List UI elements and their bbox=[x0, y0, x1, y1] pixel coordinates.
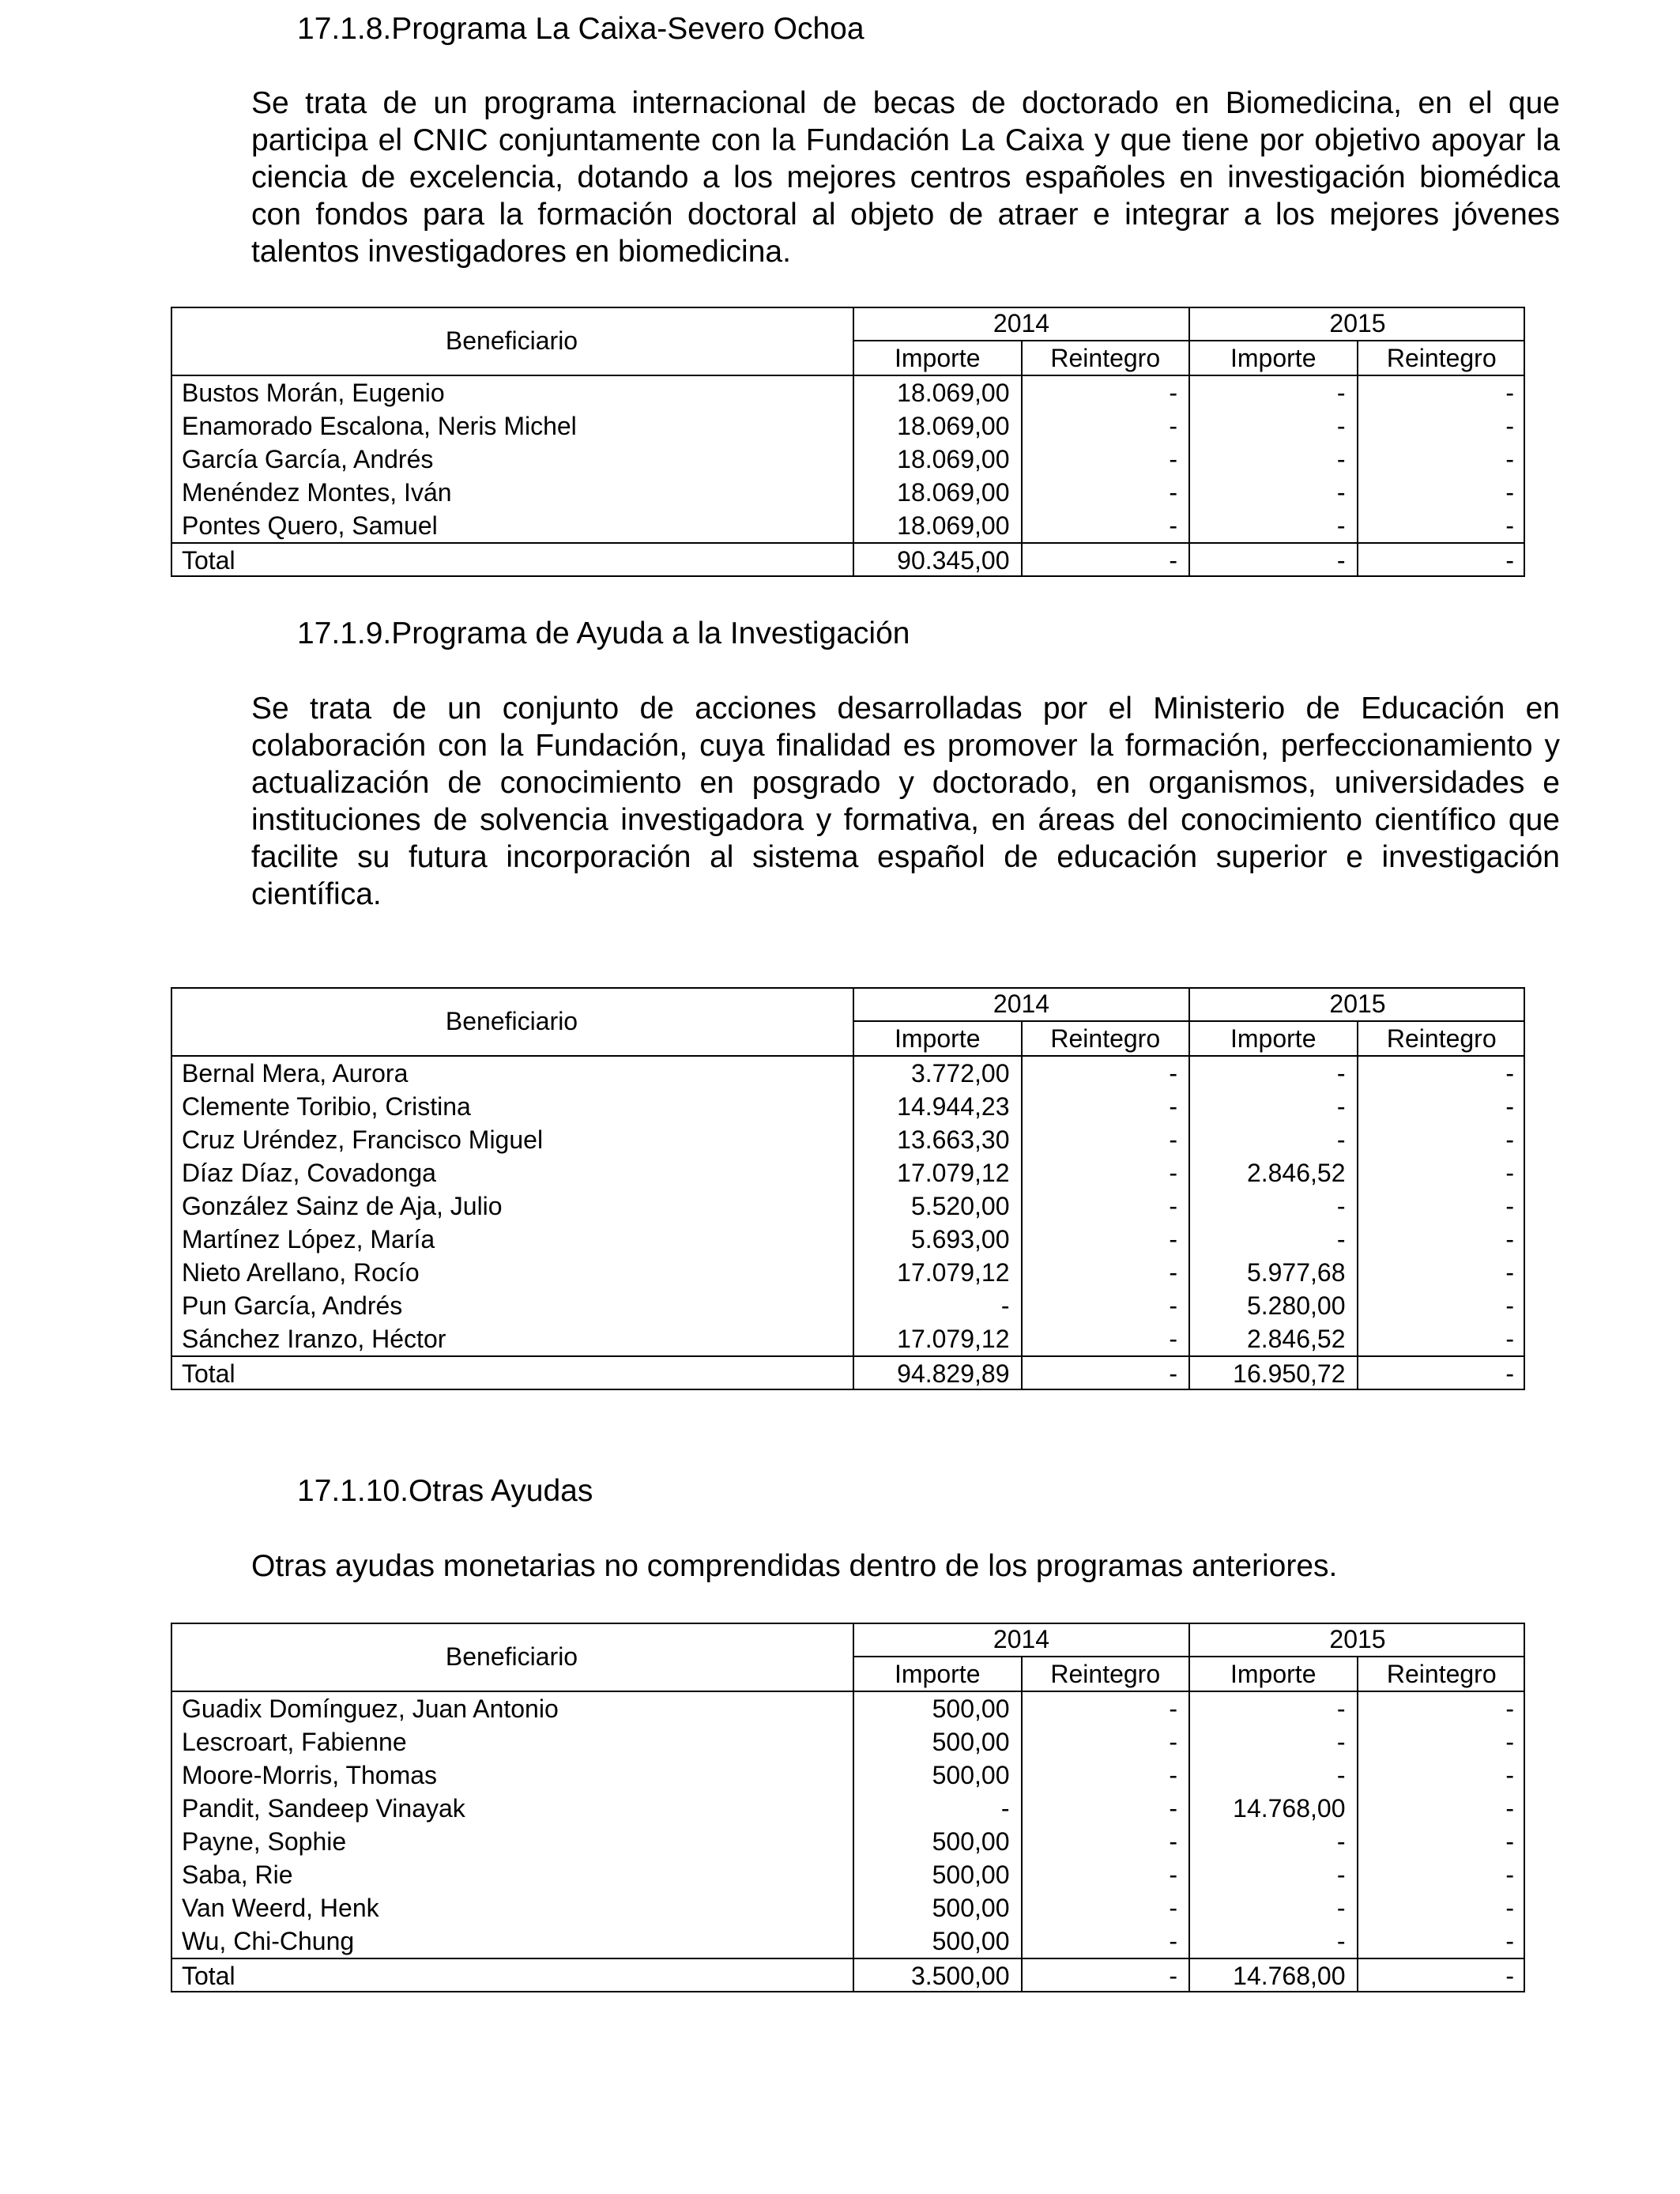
table-row bbox=[171, 1223, 1525, 1256]
cell-beneficiario: Lescroart, Fabienne bbox=[171, 1725, 853, 1759]
cell-importe-2015: - bbox=[1189, 1924, 1358, 1958]
table-row bbox=[171, 375, 1525, 409]
table-row bbox=[171, 1924, 1525, 1958]
cell-beneficiario: Bernal Mera, Aurora bbox=[171, 1056, 853, 1090]
cell-reintegro-2015: - bbox=[1505, 1695, 1514, 1723]
cell-reintegro-2015: - bbox=[1505, 1092, 1514, 1121]
cell-importe-2014: 500,00 bbox=[853, 1825, 1022, 1858]
cell-importe-2015: - bbox=[1189, 509, 1358, 543]
cell-reintegro-2014: - bbox=[1022, 1156, 1190, 1189]
cell-reintegro-2015: - bbox=[1505, 478, 1514, 507]
header-year-2014: 2014 bbox=[853, 307, 1189, 341]
cell-beneficiario: Sánchez Iranzo, Héctor bbox=[171, 1322, 853, 1356]
cell-reintegro-2015: - bbox=[1505, 1258, 1514, 1287]
cell-importe-2014: 17.079,12 bbox=[853, 1256, 1022, 1289]
cell-importe-2015: - bbox=[1189, 1691, 1358, 1725]
cell-importe-2014: - bbox=[853, 1792, 1022, 1825]
header-importe-2014: Importe bbox=[853, 1657, 1022, 1691]
cell-importe-2015: 16.950,72 bbox=[1189, 1356, 1358, 1390]
cell-importe-2014: 500,00 bbox=[853, 1725, 1022, 1759]
cell-reintegro-2014: - bbox=[1022, 1891, 1190, 1924]
cell-reintegro-2014: - bbox=[1022, 1322, 1190, 1356]
cell-reintegro-2015: - bbox=[1505, 1927, 1514, 1955]
cell-importe-2015: - bbox=[1189, 1825, 1358, 1858]
table-row bbox=[171, 1256, 1525, 1289]
cell-importe-2015: 2.846,52 bbox=[1189, 1322, 1358, 1356]
cell-reintegro-2015: - bbox=[1505, 1059, 1514, 1088]
table-row bbox=[171, 1691, 1525, 1725]
cell-importe-2014: 18.069,00 bbox=[853, 476, 1022, 509]
cell-reintegro-2014: - bbox=[1022, 1858, 1190, 1891]
table-total-row bbox=[171, 1356, 1525, 1390]
table-row bbox=[171, 1858, 1525, 1891]
cell-beneficiario: Cruz Uréndez, Francisco Miguel bbox=[171, 1123, 853, 1156]
cell-reintegro-2015: - bbox=[1505, 1794, 1514, 1823]
cell-importe-2015: - bbox=[1189, 1189, 1358, 1223]
header-beneficiario: Beneficiario bbox=[171, 307, 853, 375]
cell-importe-2015: - bbox=[1189, 1759, 1358, 1792]
cell-reintegro-2014: - bbox=[1022, 1792, 1190, 1825]
table-row bbox=[171, 1289, 1525, 1322]
header-beneficiario: Beneficiario bbox=[171, 1623, 853, 1691]
header-reintegro-2015: Reintegro bbox=[1358, 341, 1526, 375]
grants-table-otras-ayudas bbox=[171, 1623, 1525, 1992]
cell-reintegro-2014: - bbox=[1022, 1090, 1190, 1123]
header-reintegro-2014: Reintegro bbox=[1022, 1657, 1190, 1691]
cell-importe-2014: 3.772,00 bbox=[853, 1056, 1022, 1090]
cell-reintegro-2015: - bbox=[1505, 445, 1514, 473]
cell-reintegro-2015: - bbox=[1505, 1325, 1514, 1353]
cell-importe-2014: 500,00 bbox=[853, 1759, 1022, 1792]
cell-importe-2015: - bbox=[1189, 1858, 1358, 1891]
cell-importe-2015: - bbox=[1189, 409, 1358, 443]
cell-beneficiario: Wu, Chi-Chung bbox=[171, 1924, 853, 1958]
section-paragraph-17-1-10: Otras ayudas monetarias no comprendidas dentro de los programas anteriores. bbox=[251, 1549, 1338, 1583]
cell-beneficiario: Enamorado Escalona, Neris Michel bbox=[171, 409, 853, 443]
cell-reintegro-2015: - bbox=[1505, 1728, 1514, 1756]
header-reintegro-2015: Reintegro bbox=[1358, 1021, 1526, 1056]
cell-beneficiario: Van Weerd, Henk bbox=[171, 1891, 853, 1924]
cell-reintegro-2015: - bbox=[1505, 1159, 1514, 1187]
table-row bbox=[171, 1322, 1525, 1356]
cell-beneficiario: Díaz Díaz, Covadonga bbox=[171, 1156, 853, 1189]
cell-beneficiario: González Sainz de Aja, Julio bbox=[171, 1189, 853, 1223]
cell-beneficiario: Total bbox=[171, 1958, 853, 1992]
section-paragraph-17-1-8: Se trata de un programa internacional de becas de doctorado en Biomedicina, en el que participa el CNIC conjuntamente con la Fundación La Caixa y que tiene por objetivo apoyar la ciencia de excelencia, dotando a los mejores centros españoles en investigación biomédica con fondos para la formación doctoral al objeto de atraer e integrar a los mejores jóvenes talentos investigadores en biomedicina. bbox=[251, 86, 1560, 269]
cell-reintegro-2014: - bbox=[1022, 1356, 1190, 1390]
cell-reintegro-2014: - bbox=[1022, 1924, 1190, 1958]
cell-beneficiario: Pandit, Sandeep Vinayak bbox=[171, 1792, 853, 1825]
header-year-2015: 2015 bbox=[1189, 987, 1525, 1021]
cell-beneficiario: Pontes Quero, Samuel bbox=[171, 509, 853, 543]
cell-reintegro-2015: - bbox=[1505, 1125, 1514, 1154]
cell-beneficiario: Moore-Morris, Thomas bbox=[171, 1759, 853, 1792]
cell-importe-2015: - bbox=[1189, 1090, 1358, 1123]
cell-importe-2015: - bbox=[1189, 1056, 1358, 1090]
header-year-2015: 2015 bbox=[1189, 1623, 1525, 1657]
table-row bbox=[171, 1759, 1525, 1792]
cell-importe-2015: 14.768,00 bbox=[1189, 1958, 1358, 1992]
cell-importe-2015: 2.846,52 bbox=[1189, 1156, 1358, 1189]
cell-reintegro-2014: - bbox=[1022, 443, 1190, 476]
cell-importe-2015: - bbox=[1189, 443, 1358, 476]
cell-reintegro-2014: - bbox=[1022, 509, 1190, 543]
cell-reintegro-2014: - bbox=[1022, 1691, 1190, 1725]
header-reintegro-2014: Reintegro bbox=[1022, 341, 1190, 375]
cell-beneficiario: Nieto Arellano, Rocío bbox=[171, 1256, 853, 1289]
table-row bbox=[171, 1891, 1525, 1924]
cell-beneficiario: Total bbox=[171, 1356, 853, 1390]
cell-reintegro-2014: - bbox=[1022, 409, 1190, 443]
header-year-2015: 2015 bbox=[1189, 307, 1525, 341]
header-importe-2015: Importe bbox=[1189, 1021, 1358, 1056]
cell-reintegro-2015: - bbox=[1505, 1225, 1514, 1253]
section-heading-17-1-9: 17.1.9.Programa de Ayuda a la Investigación bbox=[297, 616, 910, 650]
cell-reintegro-2014: - bbox=[1022, 1223, 1190, 1256]
table-row bbox=[171, 1056, 1525, 1090]
cell-reintegro-2015: - bbox=[1358, 543, 1526, 577]
cell-reintegro-2014: - bbox=[1022, 1056, 1190, 1090]
table-row bbox=[171, 1825, 1525, 1858]
cell-importe-2014: 17.079,12 bbox=[853, 1322, 1022, 1356]
header-importe-2015: Importe bbox=[1189, 341, 1358, 375]
grants-table-ayuda-investigacion bbox=[171, 987, 1525, 1390]
table-row bbox=[171, 476, 1525, 509]
cell-reintegro-2014: - bbox=[1022, 1123, 1190, 1156]
cell-importe-2015: - bbox=[1189, 1725, 1358, 1759]
cell-beneficiario: Total bbox=[171, 543, 853, 577]
section-heading-17-1-10: 17.1.10.Otras Ayudas bbox=[297, 1474, 593, 1508]
cell-reintegro-2015: - bbox=[1505, 379, 1514, 407]
table-row bbox=[171, 1123, 1525, 1156]
cell-reintegro-2015: - bbox=[1505, 1291, 1514, 1320]
cell-reintegro-2014: - bbox=[1022, 1958, 1190, 1992]
cell-importe-2015: - bbox=[1189, 543, 1358, 577]
cell-importe-2015: - bbox=[1189, 1891, 1358, 1924]
table-row bbox=[171, 1156, 1525, 1189]
section-paragraph-17-1-9: Se trata de un conjunto de acciones desarrolladas por el Ministerio de Educación en colaboración con la Fundación, cuya finalidad es promover la formación, perfeccionamiento y actualización de conocimiento en posgrado y doctorado, en organismos, universidades e instituciones de solvencia investigadora y formativa, en áreas del conocimiento científico que facilite su futura incorporación al sistema español de educación superior e investigación científica. bbox=[251, 692, 1560, 911]
header-importe-2014: Importe bbox=[853, 1021, 1022, 1056]
cell-reintegro-2014: - bbox=[1022, 1825, 1190, 1858]
cell-reintegro-2015: - bbox=[1505, 1192, 1514, 1220]
cell-importe-2014: 94.829,89 bbox=[853, 1356, 1022, 1390]
cell-importe-2014: 3.500,00 bbox=[853, 1958, 1022, 1992]
cell-reintegro-2015: - bbox=[1505, 1827, 1514, 1856]
header-year-2014: 2014 bbox=[853, 987, 1189, 1021]
cell-importe-2014: 18.069,00 bbox=[853, 409, 1022, 443]
cell-importe-2014: - bbox=[853, 1289, 1022, 1322]
cell-importe-2015: - bbox=[1189, 375, 1358, 409]
cell-importe-2015: - bbox=[1189, 1123, 1358, 1156]
cell-importe-2014: 5.693,00 bbox=[853, 1223, 1022, 1256]
section-heading-17-1-8: 17.1.8.Programa La Caixa-Severo Ochoa bbox=[297, 12, 864, 46]
cell-importe-2014: 500,00 bbox=[853, 1691, 1022, 1725]
cell-reintegro-2015: - bbox=[1358, 1958, 1526, 1992]
table-row bbox=[171, 1090, 1525, 1123]
cell-beneficiario: Martínez López, María bbox=[171, 1223, 853, 1256]
cell-beneficiario: García García, Andrés bbox=[171, 443, 853, 476]
cell-beneficiario: Saba, Rie bbox=[171, 1858, 853, 1891]
cell-beneficiario: Payne, Sophie bbox=[171, 1825, 853, 1858]
cell-importe-2015: - bbox=[1189, 476, 1358, 509]
cell-beneficiario: Bustos Morán, Eugenio bbox=[171, 375, 853, 409]
cell-importe-2014: 13.663,30 bbox=[853, 1123, 1022, 1156]
cell-importe-2015: 5.280,00 bbox=[1189, 1289, 1358, 1322]
table-row bbox=[171, 1189, 1525, 1223]
cell-importe-2015: - bbox=[1189, 1223, 1358, 1256]
table-total-row bbox=[171, 1958, 1525, 1992]
header-importe-2014: Importe bbox=[853, 341, 1022, 375]
table-total-row bbox=[171, 543, 1525, 577]
cell-reintegro-2015: - bbox=[1505, 412, 1514, 440]
cell-importe-2014: 500,00 bbox=[853, 1858, 1022, 1891]
cell-reintegro-2014: - bbox=[1022, 375, 1190, 409]
cell-reintegro-2014: - bbox=[1022, 1289, 1190, 1322]
table-row bbox=[171, 509, 1525, 543]
cell-importe-2015: 5.977,68 bbox=[1189, 1256, 1358, 1289]
cell-importe-2014: 18.069,00 bbox=[853, 443, 1022, 476]
cell-beneficiario: Clemente Toribio, Cristina bbox=[171, 1090, 853, 1123]
cell-beneficiario: Pun García, Andrés bbox=[171, 1289, 853, 1322]
cell-importe-2014: 5.520,00 bbox=[853, 1189, 1022, 1223]
cell-beneficiario: Menéndez Montes, Iván bbox=[171, 476, 853, 509]
cell-reintegro-2014: - bbox=[1022, 476, 1190, 509]
header-reintegro-2015: Reintegro bbox=[1358, 1657, 1526, 1691]
cell-reintegro-2015: - bbox=[1505, 1860, 1514, 1889]
cell-reintegro-2015: - bbox=[1358, 1356, 1526, 1390]
cell-reintegro-2015: - bbox=[1505, 1894, 1514, 1922]
cell-importe-2014: 500,00 bbox=[853, 1924, 1022, 1958]
header-year-2014: 2014 bbox=[853, 1623, 1189, 1657]
table-row bbox=[171, 443, 1525, 476]
cell-reintegro-2015: - bbox=[1505, 511, 1514, 540]
cell-importe-2014: 18.069,00 bbox=[853, 509, 1022, 543]
cell-reintegro-2014: - bbox=[1022, 1189, 1190, 1223]
table-row bbox=[171, 1792, 1525, 1825]
cell-importe-2015: 14.768,00 bbox=[1189, 1792, 1358, 1825]
header-beneficiario: Beneficiario bbox=[171, 987, 853, 1056]
cell-importe-2014: 500,00 bbox=[853, 1891, 1022, 1924]
cell-importe-2014: 14.944,23 bbox=[853, 1090, 1022, 1123]
cell-reintegro-2014: - bbox=[1022, 543, 1190, 577]
table-row bbox=[171, 1725, 1525, 1759]
cell-importe-2014: 90.345,00 bbox=[853, 543, 1022, 577]
cell-importe-2014: 17.079,12 bbox=[853, 1156, 1022, 1189]
header-reintegro-2014: Reintegro bbox=[1022, 1021, 1190, 1056]
grants-table-la-caixa bbox=[171, 307, 1525, 577]
cell-beneficiario: Guadix Domínguez, Juan Antonio bbox=[171, 1691, 853, 1725]
cell-reintegro-2014: - bbox=[1022, 1725, 1190, 1759]
cell-reintegro-2014: - bbox=[1022, 1759, 1190, 1792]
cell-reintegro-2014: - bbox=[1022, 1256, 1190, 1289]
cell-reintegro-2015: - bbox=[1505, 1761, 1514, 1789]
table-row bbox=[171, 409, 1525, 443]
header-importe-2015: Importe bbox=[1189, 1657, 1358, 1691]
cell-importe-2014: 18.069,00 bbox=[853, 375, 1022, 409]
